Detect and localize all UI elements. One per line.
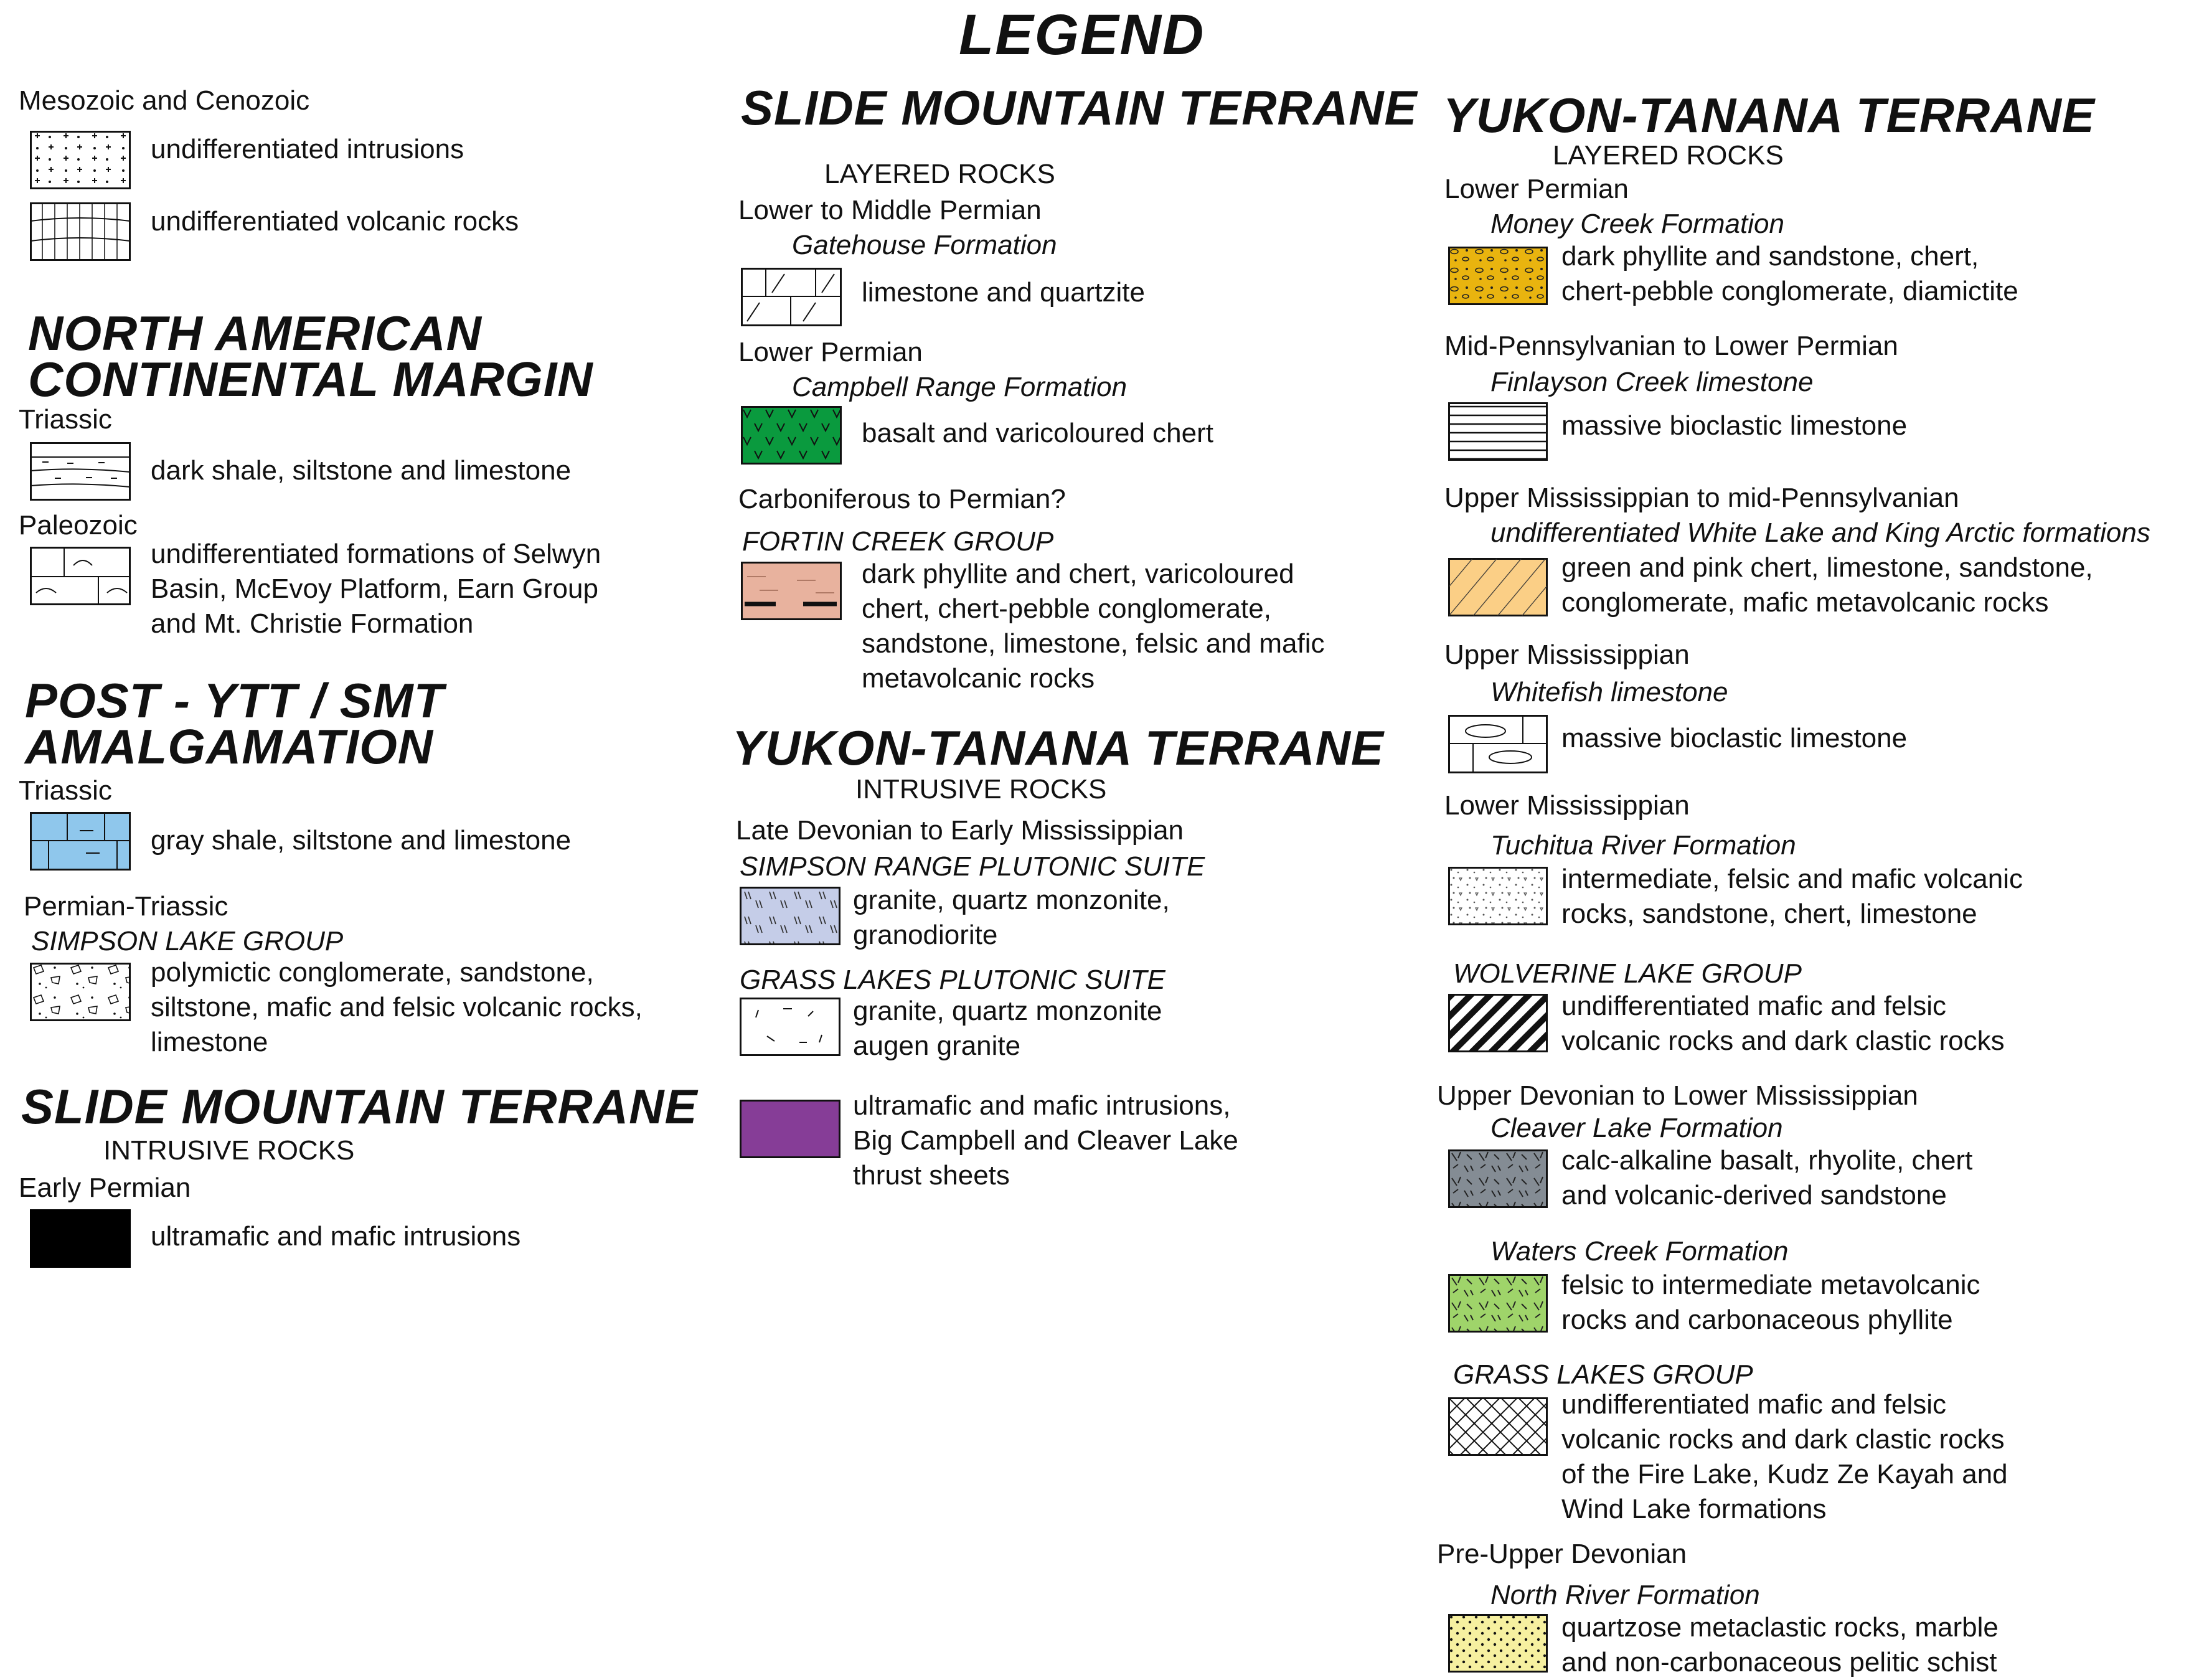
desc-north-river	[1561, 1610, 1999, 1680]
desc-line: and volcanic-derived sandstone	[1561, 1180, 1947, 1210]
swatch-undifferentiated-volcanics	[30, 202, 131, 261]
desc-grass-lakes-group	[1561, 1387, 2008, 1527]
legend-title: LEGEND	[959, 3, 1205, 67]
age-pre-upper-devonian: Pre-Upper Devonian	[1437, 1539, 1687, 1569]
desc-whitefish: massive bioclastic limestone	[1561, 723, 1908, 753]
desc-simpson-lake	[151, 955, 643, 1060]
desc-line: undifferentiated mafic and felsic	[1561, 991, 1946, 1021]
suite-grass-lakes: GRASS LAKES PLUTONIC SUITE	[740, 965, 1165, 995]
age-triassic-post: Triassic	[19, 775, 112, 806]
group-grass-lakes: GRASS LAKES GROUP	[1453, 1359, 1753, 1390]
smt-intrusive-subtitle: INTRUSIVE ROCKS	[103, 1135, 355, 1166]
desc-line: thrust sheets	[853, 1160, 1010, 1191]
desc-line: undifferentiated formations of Selwyn	[151, 539, 601, 569]
swatch-ytt-ultramafic	[740, 1100, 840, 1158]
desc-line: conglomerate, mafic metavolcanic rocks	[1561, 587, 2049, 618]
desc-line: limestone	[151, 1027, 268, 1057]
desc-line: dark phyllite and sandstone, chert,	[1561, 241, 1979, 271]
age-lower-middle-permian: Lower to Middle Permian	[738, 195, 1042, 225]
age-paleozoic: Paleozoic	[19, 510, 138, 540]
desc-selwyn-basin	[151, 537, 601, 641]
smt-layered-subtitle: LAYERED ROCKS	[824, 159, 1055, 189]
desc-tuchitua-river	[1561, 862, 2023, 932]
desc-campbell-range: basalt and varicoloured chert	[862, 418, 1213, 448]
swatch-undifferentiated-intrusions	[30, 131, 131, 189]
desc-line: granite, quartz monzonite	[853, 996, 1162, 1026]
age-mesozoic-cenozoic: Mesozoic and Cenozoic	[19, 85, 310, 116]
swatch-campbell-range	[741, 406, 842, 465]
desc-dark-shale: dark shale, siltstone and limestone	[151, 455, 572, 486]
formation-white-lake: undifferentiated White Lake and King Arctic formations	[1490, 517, 2150, 548]
nam-title-2: CONTINENTAL MARGIN	[28, 352, 593, 407]
desc-undifferentiated-volcanics: undifferentiated volcanic rocks	[151, 206, 519, 237]
swatch-smt-ultramafic	[30, 1209, 131, 1268]
swatch-wolverine-lake	[1448, 994, 1548, 1052]
group-simpson-lake: SIMPSON LAKE GROUP	[31, 926, 344, 956]
swatch-white-lake	[1448, 558, 1548, 616]
group-fortin-creek: FORTIN CREEK GROUP	[742, 526, 1054, 557]
swatch-cleaver-lake	[1448, 1149, 1548, 1208]
age-upper-mississippian: Upper Mississippian	[1444, 639, 1690, 670]
formation-tuchitua-river: Tuchitua River Formation	[1490, 830, 1796, 861]
swatch-simpson-range	[740, 887, 840, 945]
age-permian-triassic: Permian-Triassic	[24, 891, 228, 922]
age-carboniferous-permian: Carboniferous to Permian?	[738, 484, 1066, 514]
desc-line: felsic to intermediate metavolcanic	[1561, 1270, 1980, 1300]
ytt-layered-subtitle: LAYERED ROCKS	[1553, 140, 1784, 171]
formation-finlayson-creek: Finlayson Creek limestone	[1490, 367, 1814, 397]
age-upper-miss-mid-penn: Upper Mississippian to mid-Pennsylvanian	[1444, 483, 1959, 513]
desc-waters-creek	[1561, 1268, 1980, 1338]
desc-undifferentiated-intrusions: undifferentiated intrusions	[151, 134, 464, 164]
desc-line: and Mt. Christie Formation	[151, 608, 474, 639]
age-lower-permian-smt: Lower Permian	[738, 337, 923, 367]
desc-line: dark phyllite and chert, varicoloured	[862, 559, 1294, 589]
post-title-1: POST - YTT / SMT	[25, 673, 445, 728]
swatch-waters-creek	[1448, 1274, 1548, 1333]
desc-line: calc-alkaline basalt, rhyolite, chert	[1561, 1145, 1973, 1176]
desc-ytt-ultramafic	[853, 1088, 1238, 1193]
swatch-dark-shale	[30, 442, 131, 501]
desc-grass-lakes-suite	[853, 994, 1162, 1064]
swatch-fortin-creek	[741, 562, 842, 620]
desc-wolverine-lake	[1561, 989, 2005, 1059]
desc-simpson-range	[853, 883, 1170, 953]
desc-line: and non-carbonaceous pelitic schist	[1561, 1647, 1997, 1678]
desc-finlayson-creek: massive bioclastic limestone	[1561, 410, 1908, 441]
desc-line: augen granite	[853, 1031, 1021, 1061]
swatch-gray-shale	[30, 812, 131, 871]
desc-line: undifferentiated mafic and felsic	[1561, 1389, 1946, 1420]
desc-line: volcanic rocks and dark clastic rocks	[1561, 1424, 2005, 1455]
formation-cleaver-lake: Cleaver Lake Formation	[1490, 1113, 1783, 1143]
formation-gatehouse: Gatehouse Formation	[792, 230, 1057, 260]
desc-line: rocks, sandstone, chert, limestone	[1561, 899, 1977, 929]
desc-line: granodiorite	[853, 920, 998, 950]
desc-gray-shale: gray shale, siltstone and limestone	[151, 825, 572, 856]
ytt-layered-title: YUKON-TANANA TERRANE	[1443, 88, 2095, 143]
desc-line: siltstone, mafic and felsic volcanic rocks,	[151, 992, 643, 1022]
suite-simpson-range: SIMPSON RANGE PLUTONIC SUITE	[740, 851, 1205, 882]
desc-smt-ultramafic: ultramafic and mafic intrusions	[151, 1221, 521, 1252]
desc-line: chert, chert-pebble conglomerate,	[862, 593, 1271, 624]
desc-line: Wind Lake formations	[1561, 1494, 1827, 1524]
formation-whitefish: Whitefish limestone	[1490, 677, 1728, 707]
age-triassic-nam: Triassic	[19, 404, 112, 435]
swatch-finlayson-creek	[1448, 402, 1548, 461]
desc-fortin-creek	[862, 557, 1325, 696]
swatch-grass-lakes-group	[1448, 1397, 1548, 1456]
desc-line: chert-pebble conglomerate, diamictite	[1561, 276, 2018, 306]
post-title-2: AMALGAMATION	[25, 719, 434, 774]
desc-gatehouse: limestone and quartzite	[862, 277, 1145, 308]
desc-line: ultramafic and mafic intrusions,	[853, 1090, 1231, 1121]
desc-line: volcanic rocks and dark clastic rocks	[1561, 1026, 2005, 1056]
swatch-gatehouse	[741, 268, 842, 326]
age-late-devonian: Late Devonian to Early Mississippian	[736, 815, 1184, 846]
swatch-grass-lakes-suite	[740, 998, 840, 1056]
age-mid-pennsylvanian: Mid-Pennsylvanian to Lower Permian	[1444, 331, 1898, 361]
swatch-money-creek	[1448, 247, 1548, 305]
group-wolverine-lake: WOLVERINE LAKE GROUP	[1453, 958, 1802, 989]
desc-line: metavolcanic rocks	[862, 663, 1095, 694]
ytt-intrusive-title: YUKON-TANANA TERRANE	[732, 720, 1384, 775]
desc-line: polymictic conglomerate, sandstone,	[151, 957, 594, 988]
age-lower-mississippian: Lower Mississippian	[1444, 790, 1690, 821]
swatch-selwyn-basin	[30, 547, 131, 605]
desc-line: of the Fire Lake, Kudz Ze Kayah and	[1561, 1459, 2008, 1489]
formation-money-creek: Money Creek Formation	[1490, 209, 1784, 239]
desc-cleaver-lake	[1561, 1143, 1972, 1213]
formation-campbell-range: Campbell Range Formation	[792, 372, 1128, 402]
desc-line: rocks and carbonaceous phyllite	[1561, 1305, 1953, 1335]
swatch-north-river	[1448, 1614, 1548, 1673]
swatch-whitefish	[1448, 715, 1548, 773]
age-lower-permian-ytt: Lower Permian	[1444, 174, 1629, 204]
desc-money-creek	[1561, 239, 2018, 309]
desc-line: intermediate, felsic and mafic volcanic	[1561, 864, 2023, 894]
desc-line: quartzose metaclastic rocks, marble	[1561, 1612, 1999, 1643]
desc-line: sandstone, limestone, felsic and mafic	[862, 628, 1325, 659]
desc-white-lake	[1561, 550, 2093, 620]
ytt-intrusive-subtitle: INTRUSIVE ROCKS	[855, 774, 1107, 805]
nam-title-1: NORTH AMERICAN	[28, 306, 482, 361]
desc-line: granite, quartz monzonite,	[853, 885, 1170, 915]
desc-line: Basin, McEvoy Platform, Earn Group	[151, 573, 598, 604]
swatch-simpson-lake	[30, 963, 131, 1021]
smt-layered-title: SLIDE MOUNTAIN TERRANE	[741, 80, 1418, 135]
swatch-tuchitua-river	[1448, 867, 1548, 925]
desc-line: green and pink chert, limestone, sandstone,	[1561, 552, 2093, 583]
smt-intrusive-title: SLIDE MOUNTAIN TERRANE	[21, 1079, 698, 1134]
age-early-permian: Early Permian	[19, 1173, 191, 1203]
desc-line: Big Campbell and Cleaver Lake	[853, 1125, 1238, 1156]
formation-waters-creek: Waters Creek Formation	[1490, 1236, 1789, 1267]
age-upper-devonian: Upper Devonian to Lower Mississippian	[1437, 1080, 1918, 1111]
formation-north-river: North River Formation	[1490, 1580, 1760, 1610]
